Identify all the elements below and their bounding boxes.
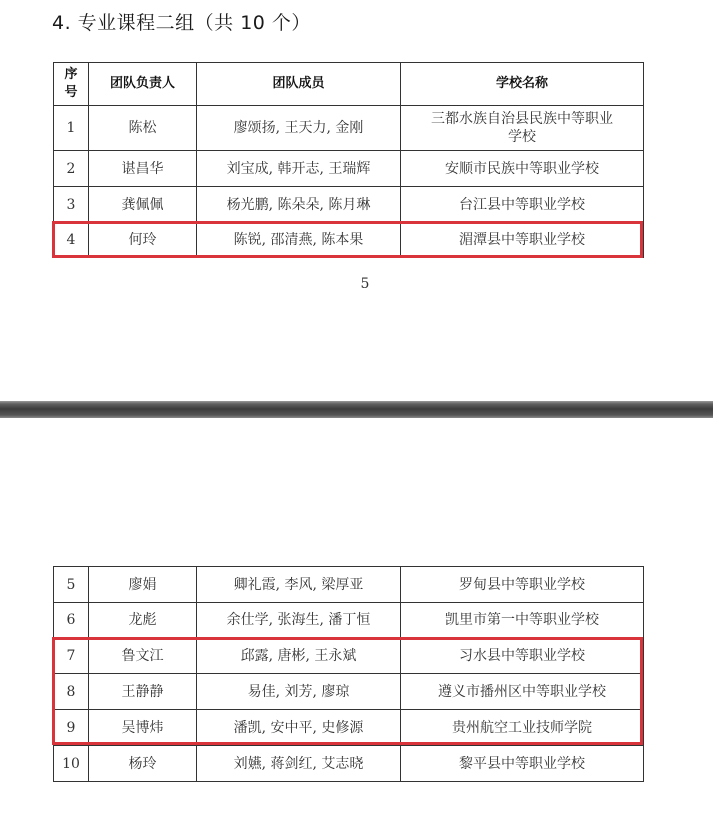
row-serial: 10 xyxy=(54,746,89,782)
row-leader: 吴博炜 xyxy=(89,710,197,746)
row-serial: 9 xyxy=(54,710,89,746)
row-serial: 1 xyxy=(54,106,89,151)
row-school: 三都水族自治县民族中等职业学校 xyxy=(401,106,644,151)
row-serial: 8 xyxy=(54,674,89,710)
page-number: 5 xyxy=(360,276,370,292)
row-leader: 杨玲 xyxy=(89,746,197,782)
row-serial: 5 xyxy=(54,567,89,603)
row-serial: 7 xyxy=(54,638,89,674)
row-members: 刘宝成, 韩开志, 王瑞辉 xyxy=(197,151,401,187)
row-school: 贵州航空工业技师学院 xyxy=(401,710,644,746)
row-members: 廖颂扬, 王天力, 金刚 xyxy=(197,106,401,151)
row-members: 易佳, 刘芳, 廖琼 xyxy=(197,674,401,710)
row-school: 湄潭县中等职业学校 xyxy=(401,223,644,258)
row-serial: 3 xyxy=(54,187,89,223)
row-members: 卿礼霞, 李风, 梁厚亚 xyxy=(197,567,401,603)
row-leader: 谌昌华 xyxy=(89,151,197,187)
table-row xyxy=(54,151,644,187)
row-school: 台江县中等职业学校 xyxy=(401,187,644,223)
row-members: 陈锐, 邵清燕, 陈本果 xyxy=(197,223,401,258)
row-serial: 4 xyxy=(54,223,89,258)
table-header-row xyxy=(54,63,644,106)
section-heading: 4. 专业课程二组（共 10 个） xyxy=(52,12,311,34)
row-leader: 陈松 xyxy=(89,106,197,151)
page-divider xyxy=(0,401,713,418)
table-row xyxy=(54,603,644,638)
row-members: 刘嬿, 蒋剑红, 艾志晓 xyxy=(197,746,401,782)
table-row xyxy=(54,567,644,603)
header-school: 学校名称 xyxy=(401,63,644,106)
row-school: 安顺市民族中等职业学校 xyxy=(401,151,644,187)
row-serial: 2 xyxy=(54,151,89,187)
highlight-box-rows-7-9 xyxy=(52,637,643,745)
table-row xyxy=(54,106,644,151)
row-members: 邱露, 唐彬, 王永斌 xyxy=(197,638,401,674)
header-leader: 团队负责人 xyxy=(89,63,197,106)
row-school: 习水县中等职业学校 xyxy=(401,638,644,674)
header-serial: 序号 xyxy=(54,63,89,106)
row-members: 杨光鹏, 陈朵朵, 陈月琳 xyxy=(197,187,401,223)
row-school: 黎平县中等职业学校 xyxy=(401,746,644,782)
row-leader: 何玲 xyxy=(89,223,197,258)
row-serial: 6 xyxy=(54,603,89,638)
table-row xyxy=(54,187,644,223)
row-members: 潘凯, 安中平, 史修源 xyxy=(197,710,401,746)
row-leader: 王静静 xyxy=(89,674,197,710)
row-members: 余仕学, 张海生, 潘丁恒 xyxy=(197,603,401,638)
row-leader: 廖娟 xyxy=(89,567,197,603)
header-members: 团队成员 xyxy=(197,63,401,106)
row-leader: 龙彪 xyxy=(89,603,197,638)
row-school: 罗甸县中等职业学校 xyxy=(401,567,644,603)
table-row xyxy=(54,746,644,782)
highlight-box-row-4 xyxy=(52,221,643,258)
row-school: 遵义市播州区中等职业学校 xyxy=(401,674,644,710)
row-school: 凯里市第一中等职业学校 xyxy=(401,603,644,638)
row-leader: 鲁文江 xyxy=(89,638,197,674)
row-leader: 龚佩佩 xyxy=(89,187,197,223)
